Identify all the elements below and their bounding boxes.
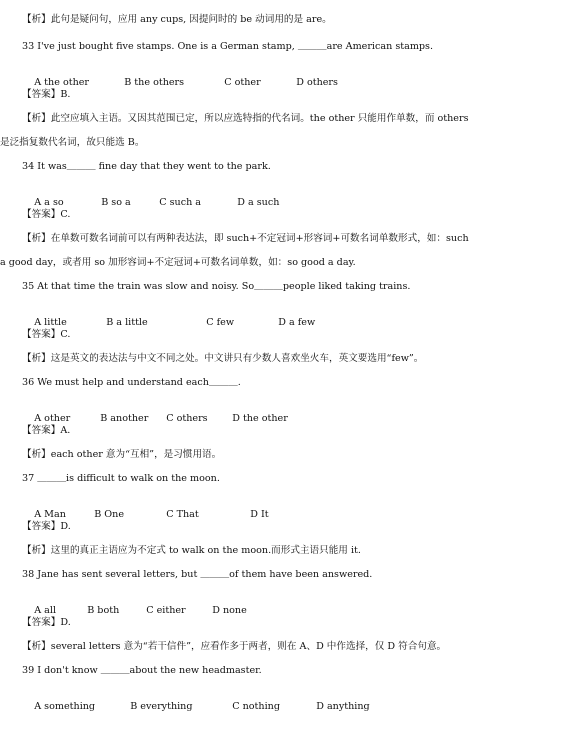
option-a: A the other xyxy=(34,77,90,88)
option-d: D others xyxy=(296,77,338,88)
option-a: A something xyxy=(34,701,96,712)
analysis-q37: 【析】这里的真正主语应为不定式 to walk on the moon.而形式主语只能用 it. xyxy=(22,545,361,556)
option-b: B so a xyxy=(101,197,131,208)
options-q39 xyxy=(22,689,563,725)
option-c: C nothing xyxy=(232,701,280,712)
option-a: A a so xyxy=(34,197,64,208)
question-36: 36 We must help and understand each＿＿＿. xyxy=(22,377,241,388)
option-c: C few xyxy=(206,317,235,328)
analysis-q32: 【析】此句是疑问句，应用 any cups, 因提问时的 be 动词用的是 are。 xyxy=(22,14,332,25)
answer-q38: 【答案】D. xyxy=(22,617,71,628)
option-d: D a such xyxy=(237,197,280,208)
option-a: A all xyxy=(34,605,57,616)
answer-q35: 【答案】C. xyxy=(22,329,71,340)
option-d: D none xyxy=(212,605,247,616)
question-39: 39 I don't know ＿＿＿about the new headmaster. xyxy=(22,665,262,676)
option-d: D the other xyxy=(232,413,288,424)
analysis-q34-line2: a good day，或者用 so 加形容词+不定冠词+可数名词单数，如：so good a day. xyxy=(0,257,356,268)
option-c: C That xyxy=(166,509,199,520)
analysis-q33-line2: 是泛指复数代名词，故只能选 B。 xyxy=(0,137,145,148)
answer-q37: 【答案】D. xyxy=(22,521,71,532)
question-33: 33 I've just bought five stamps. One is a German stamp, ＿＿＿are American stamps. xyxy=(22,41,434,52)
analysis-q35: 【析】这是英文的表达法与中文不同之处。中文讲只有少数人喜欢坐火车，英文要选用“few”。 xyxy=(22,353,424,364)
option-b: B everything xyxy=(130,701,193,712)
option-c: C such a xyxy=(159,197,202,208)
question-37: 37 ＿＿＿is difficult to walk on the moon. xyxy=(22,473,220,484)
option-d: D It xyxy=(250,509,269,520)
option-a: A Man xyxy=(34,509,66,520)
option-b: B a little xyxy=(106,317,148,328)
option-b: B another xyxy=(100,413,149,424)
option-c: C either xyxy=(146,605,186,616)
option-a: A little xyxy=(34,317,67,328)
analysis-q34-line1: 【析】在单数可数名词前可以有两种表达法，即 such+不定冠词+形容词+可数名词单数形式，如：such xyxy=(22,233,469,244)
option-d: D a few xyxy=(278,317,316,328)
answer-q34: 【答案】C. xyxy=(22,209,71,220)
option-c: C others xyxy=(166,413,208,424)
question-34: 34 It was＿＿＿ fine day that they went to the park. xyxy=(22,161,271,172)
option-c: C other xyxy=(224,77,261,88)
question-35: 35 At that time the train was slow and noisy. So＿＿＿people liked taking trains. xyxy=(22,281,411,292)
option-b: B both xyxy=(87,605,120,616)
answer-q36: 【答案】A. xyxy=(22,425,71,436)
analysis-q38: 【析】several letters 意为“若干信件”，应看作多于两者，则在 A、D 中作选择，仅 D 符合句意。 xyxy=(22,641,447,652)
option-a: A other xyxy=(34,413,71,424)
option-b: B One xyxy=(94,509,125,520)
analysis-q33-line1: 【析】此空应填入主语。又因其范围已定，所以应选特指的代名词。the other 只能用作单数，而 others xyxy=(22,113,469,124)
analysis-q36: 【析】each other 意为“互相”，是习惯用语。 xyxy=(22,449,222,460)
option-d: D anything xyxy=(316,701,370,712)
question-38: 38 Jane has sent several letters, but ＿＿＿of them have been answered. xyxy=(22,569,373,580)
option-b: B the others xyxy=(124,77,185,88)
answer-q33: 【答案】B. xyxy=(22,89,71,100)
